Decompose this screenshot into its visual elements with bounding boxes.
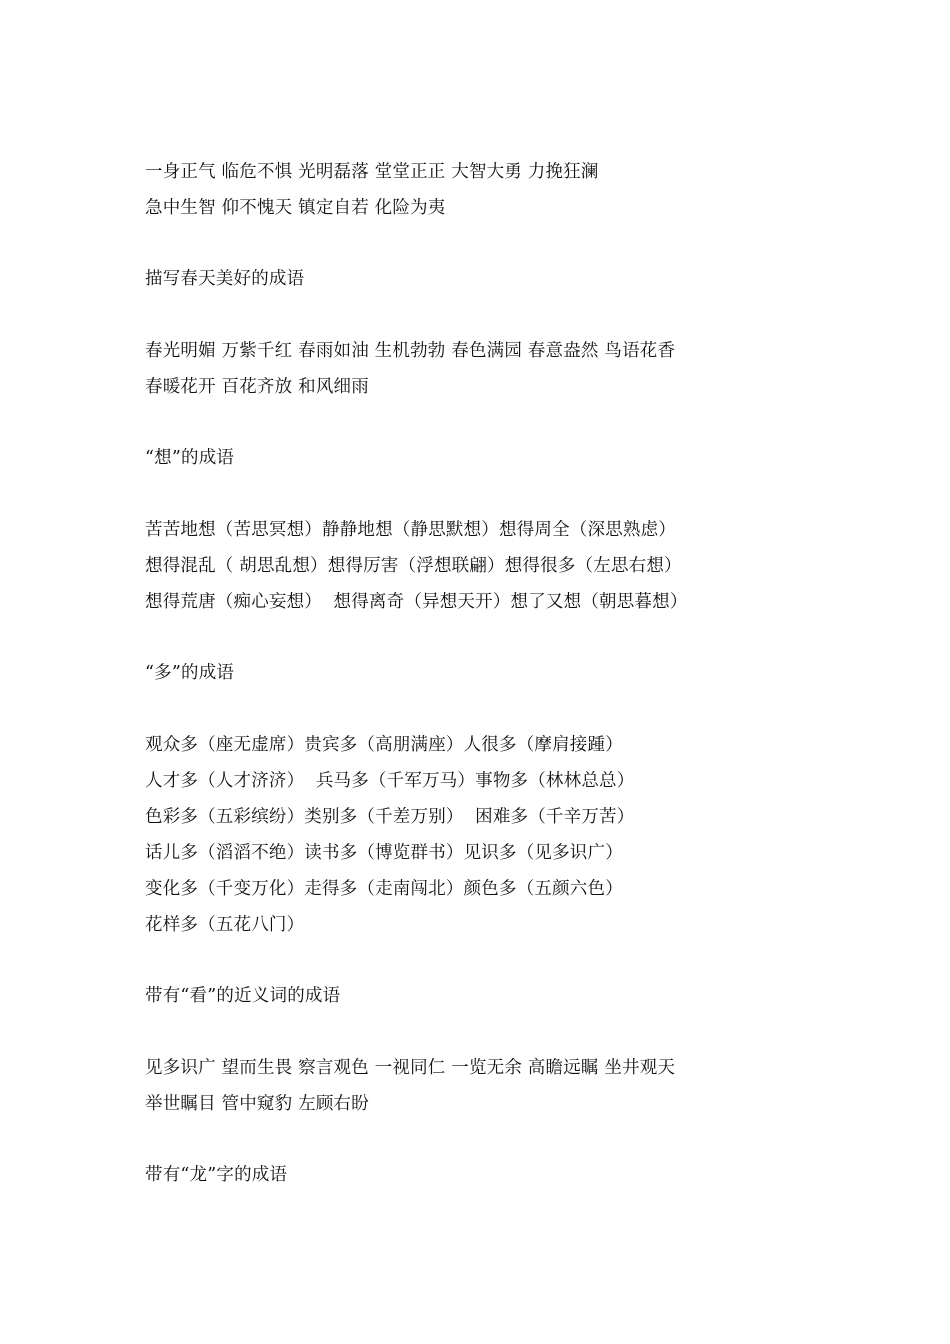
idiom-line: 话儿多（滔滔不绝）读书多（博览群书）见识多（见多识广）	[145, 843, 623, 863]
idiom-line: 急中生智 仰不愧天 镇定自若 化险为夷	[145, 198, 446, 218]
idiom-line: 想得混乱（ 胡思乱想）想得厉害（浮想联翩）想得很多（左思右想）	[145, 556, 682, 576]
idiom-line: 色彩多（五彩缤纷）类别多（千差万别） 困难多（千辛万苦）	[145, 807, 635, 827]
idiom-line: 苦苦地想（苦思冥想）静静地想（静思默想）想得周全（深思熟虑）	[145, 520, 676, 540]
idiom-line: 观众多（座无虚席）贵宾多（高朋满座）人很多（摩肩接踵）	[145, 735, 623, 755]
idiom-line: 想得荒唐（痴心妄想） 想得离奇（异想天开）想了又想（朝思暮想）	[145, 592, 688, 612]
section-heading-think: “想”的成语	[145, 448, 235, 468]
section-heading-look: 带有“看”的近义词的成语	[145, 986, 341, 1006]
idiom-line: 花样多（五花八门）	[145, 915, 305, 935]
think-heading-block	[145, 440, 865, 476]
many-idioms	[145, 727, 865, 943]
many-heading-block	[145, 655, 865, 691]
idiom-line: 一身正气 临危不惧 光明磊落 堂堂正正 大智大勇 力挽狂澜	[145, 162, 599, 182]
look-heading-block	[145, 978, 865, 1014]
look-idioms	[145, 1050, 865, 1122]
idiom-line: 举世瞩目 管中窥豹 左顾右盼	[145, 1094, 369, 1114]
section-heading-dragon: 带有“龙”字的成语	[145, 1165, 288, 1185]
idiom-line: 春暖花开 百花齐放 和风细雨	[145, 377, 369, 397]
idiom-line: 人才多（人才济济） 兵马多（千军万马）事物多（林林总总）	[145, 771, 635, 791]
idiom-line: 春光明媚 万紫千红 春雨如油 生机勃勃 春色满园 春意盎然 鸟语花香	[145, 341, 676, 361]
section-heading-spring: 描写春天美好的成语	[145, 269, 305, 289]
section-heading-many: “多”的成语	[145, 663, 235, 683]
idiom-line: 见多识广 望而生畏 察言观色 一视同仁 一览无余 高瞻远瞩 坐井观天	[145, 1058, 676, 1078]
idiom-line: 变化多（千变万化）走得多（走南闯北）颜色多（五颜六色）	[145, 879, 623, 899]
spring-idioms	[145, 333, 865, 405]
dragon-heading-block	[145, 1157, 865, 1193]
think-idioms	[145, 512, 865, 620]
intro-idioms	[145, 154, 865, 226]
spring-heading-block	[145, 261, 865, 297]
